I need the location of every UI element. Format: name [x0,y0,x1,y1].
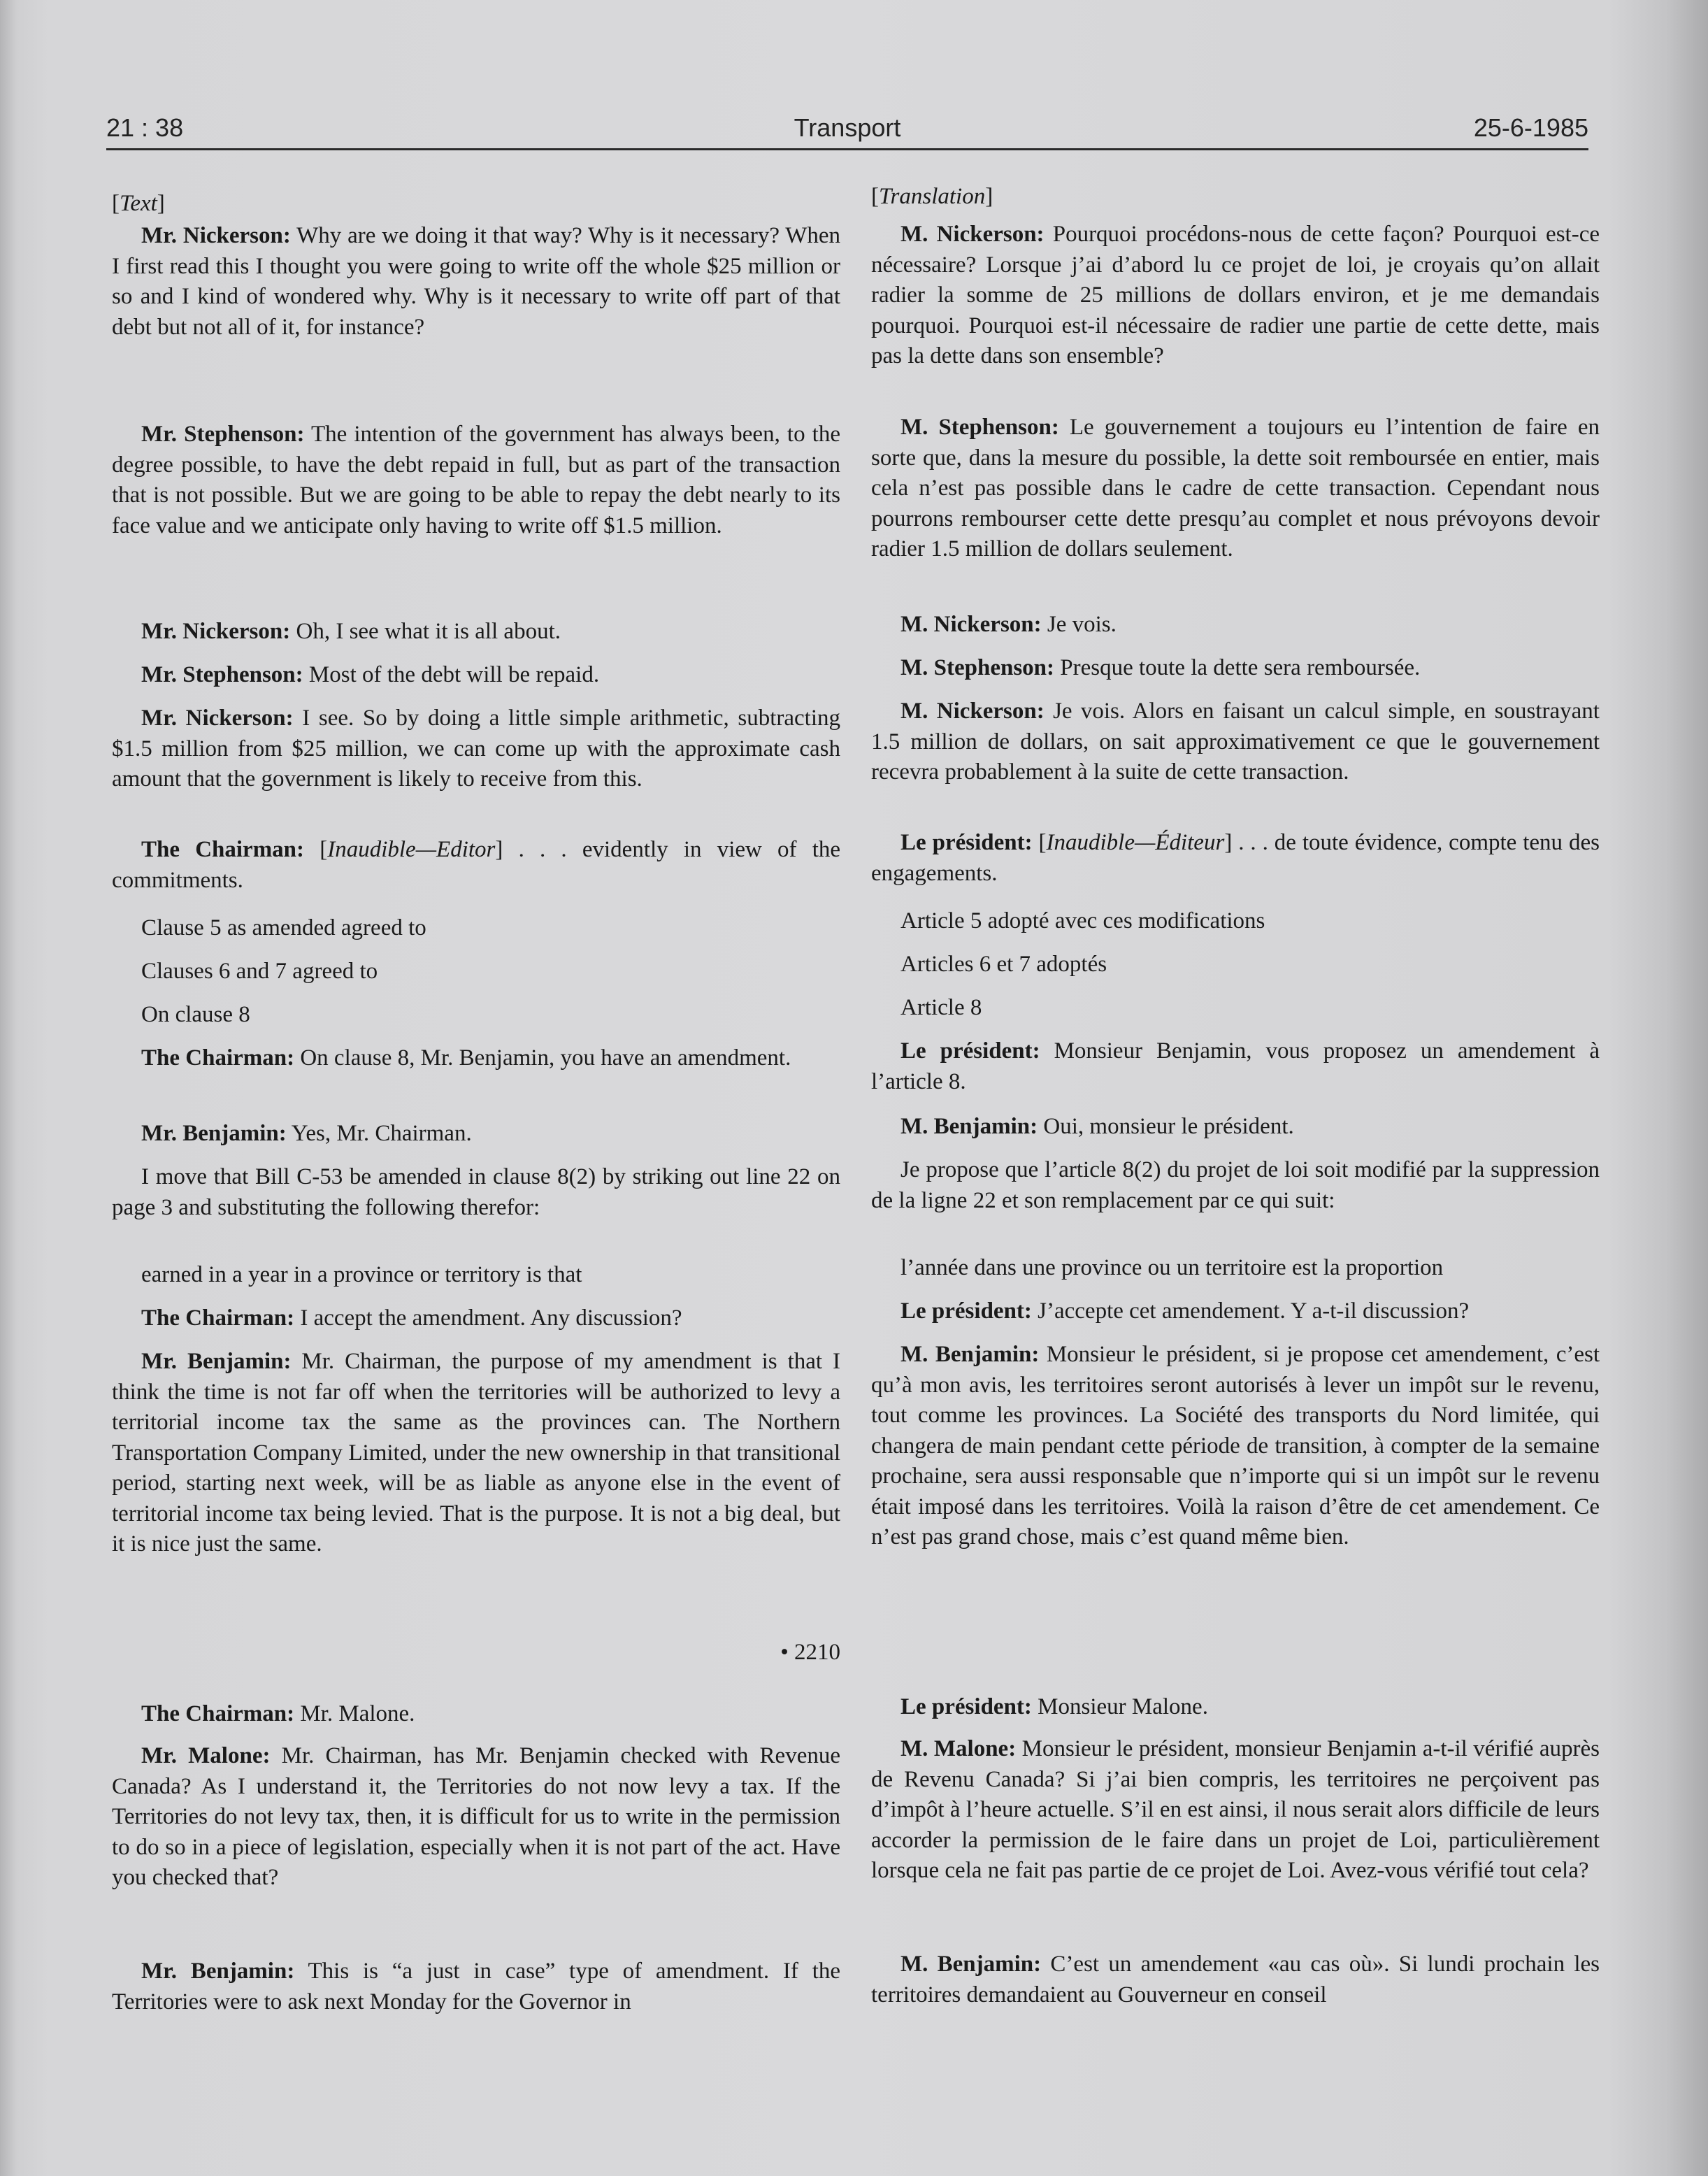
discours-president-1: Le président: [Inaudible—Éditeur] . . . de toute évidence, compte tenu des engagements. [871,830,1600,886]
speech-stephenson-2: Mr. Stephenson: Most of the debt will be repaid. [141,662,600,687]
amendement-libelle: l’année dans une province ou un territoire est la proportion [900,1255,1444,1280]
speech-chairman-3: The Chairman: I accept the amendment. Any discussion? [141,1305,682,1331]
speech-nickerson-2: Mr. Nickerson: Oh, I see what it is all about. [141,619,561,644]
discours-nickerson-3: M. Nickerson: Je vois. Alors en faisant un calcul simple, en soustrayant 1.5 million de dollars, on sait approximativement ce que le gouvernement recevra probablement à la suite de cette transaction. [871,699,1600,785]
discours-president-4: Le président: Monsieur Malone. [900,1694,1208,1719]
speech-benjamin-2: Mr. Benjamin: Mr. Chairman, the purpose of my amendment is that I think the time is not far off when the territories will be authorized to levy a territorial income tax the same as the provinces can. The Northern Transportation Company Limited, under the new ownership in that transitional period, starting next week, will be as liable as anyone else in the event of territorial income tax being levied. That is the purpose. It is not a big deal, but it is nice just the same. [112,1349,840,1556]
running-header [106,110,1588,150]
proceeding-clause-5: Clause 5 as amended agreed to [141,915,426,940]
text-tag: [Text] [112,191,165,216]
discours-stephenson-2: M. Stephenson: Presque toute la dette sera remboursée. [900,655,1421,680]
speech-chairman-2: The Chairman: On clause 8, Mr. Benjamin, you have an amendment. [141,1045,791,1071]
time-marker: • 2210 [780,1640,840,1665]
discours-nickerson-2: M. Nickerson: Je vois. [900,612,1117,637]
discours-nickerson-1: M. Nickerson: Pourquoi procédons-nous de cette façon? Pourquoi est-ce nécessaire? Lorsque j’ai d’abord lu ce projet de loi, je croyais qu’on allait radier la somme de 25 millions de dollars environ, et je me demandais pourquoi. Pourquoi est-il nécessaire de radier une partie de cette dette, mais pas la dette dans son ensemble? [871,222,1600,368]
running-title: Transport [794,113,901,142]
discours-malone-1: M. Malone: Monsieur le président, monsieur Benjamin a-t-il vérifié auprès de Revenu Canada? Si j’ai bien compris, les territoires ne perçoivent pas d’impôt à l’heure actuelle. S’il en est ainsi, il nous serait alors difficile de leurs accorder la permission de le faire dans un projet de Loi, particulièrement lorsque cela ne fait pas partie de ce projet de Loi. Avez-vous vérifié tout cela? [871,1736,1600,1883]
speech-stephenson-1: Mr. Stephenson: The intention of the government has always been, to the degree possible, to have the debt repaid in full, but as part of the transaction that is not possible. But we are going to be able to repay the debt nearly to its face value and we anticipate only having to write off $1.5 million. [112,422,840,538]
speech-nickerson-1: Mr. Nickerson: Why are we doing it that way? Why is it necessary? When I first read this I thought you were going to write off the whole $25 million or so and I kind of wondered why. Why is it necessary to write off part of that debt but not all of it, for instance? [112,223,841,340]
header-rule [106,148,1588,150]
proceeding-clause-8: On clause 8 [141,1002,250,1027]
speech-nickerson-3: Mr. Nickerson: I see. So by doing a little simple arithmetic, subtracting $1.5 million from $25 million, we can come up with the approximate cash amount that the government is likely to receive from this. [112,706,841,792]
speech-chairman-4: The Chairman: Mr. Malone. [141,1701,415,1726]
amendment-wording: earned in a year in a province or territory is that [141,1262,582,1287]
speech-chairman-1: The Chairman: [Inaudible—Editor] . . . evidently in view of the commitments. [112,837,841,893]
proceeding-article-5: Article 5 adopté avec ces modifications [900,908,1265,933]
page-edge-shadow [1666,0,1708,2176]
proceeding-article-8: Article 8 [900,995,982,1020]
page-number: 21 : 38 [106,113,184,142]
discours-benjamin-2: M. Benjamin: Monsieur le président, si je propose cet amendement, c’est qu’à mon avis, les territoires seront autorisés à lever un impôt sur le revenu, tout comme les provinces. La Société des transports du Nord limitée, qui changera de main pendant cette période de transition, à compter de la semaine prochaine, sera aussi responsable que n’importe qui si un impôt sur le revenu était imposé dans les territoires. Voilà la raison d’être de cet amendement. Ce n’est pas grand chose, mais c’est quand même bien. [871,1342,1600,1549]
motion-text: I move that Bill C-53 be amended in clause 8(2) by striking out line 22 on page 3 and substituting the following therefor: [112,1164,840,1220]
discours-president-2: Le président: Monsieur Benjamin, vous proposez un amendement à l’article 8. [871,1038,1600,1094]
proceeding-articles-6-7: Articles 6 et 7 adoptés [900,952,1107,977]
speech-benjamin-3: Mr. Benjamin: This is “a just in case” type of amendment. If the Territories were to ask next Monday for the Governor in [112,1959,841,2014]
translation-tag: [Translation] [871,184,993,209]
speech-malone-1: Mr. Malone: Mr. Chairman, has Mr. Benjamin checked with Revenue Canada? As I understand it, the Territories do not now levy a tax. If the Territories do not levy tax, then, it is difficult for us to write in the permission to do so in a piece of legislation, especially when it is not part of the act. Have you checked that? [112,1743,840,1890]
sitting-date: 25-6-1985 [1473,113,1588,142]
discours-benjamin-3: M. Benjamin: C’est un amendement «au cas où». Si lundi prochain les territoires demandaient au Gouverneur en conseil [871,1952,1600,2007]
discours-stephenson-1: M. Stephenson: Le gouvernement a toujours eu l’intention de faire en sorte que, dans la mesure du possible, la dette soit remboursée en entier, mais cela n’est pas possible dans le cadre de cette transaction. Cependant nous pourrons rembourser cette dette presqu’au complet et nous prévoyons devoir radier 1.5 million de dollars seulement. [871,415,1600,561]
discours-benjamin-1: M. Benjamin: Oui, monsieur le président. [900,1114,1294,1139]
motion-texte: Je propose que l’article 8(2) du projet de loi soit modifié par la suppression de la ligne 22 et son remplacement par ce qui suit: [871,1157,1600,1213]
speech-benjamin-1: Mr. Benjamin: Yes, Mr. Chairman. [141,1121,472,1146]
discours-president-3: Le président: J’accepte cet amendement. Y a-t-il discussion? [900,1298,1470,1324]
proceeding-clauses-6-7: Clauses 6 and 7 agreed to [141,959,378,984]
